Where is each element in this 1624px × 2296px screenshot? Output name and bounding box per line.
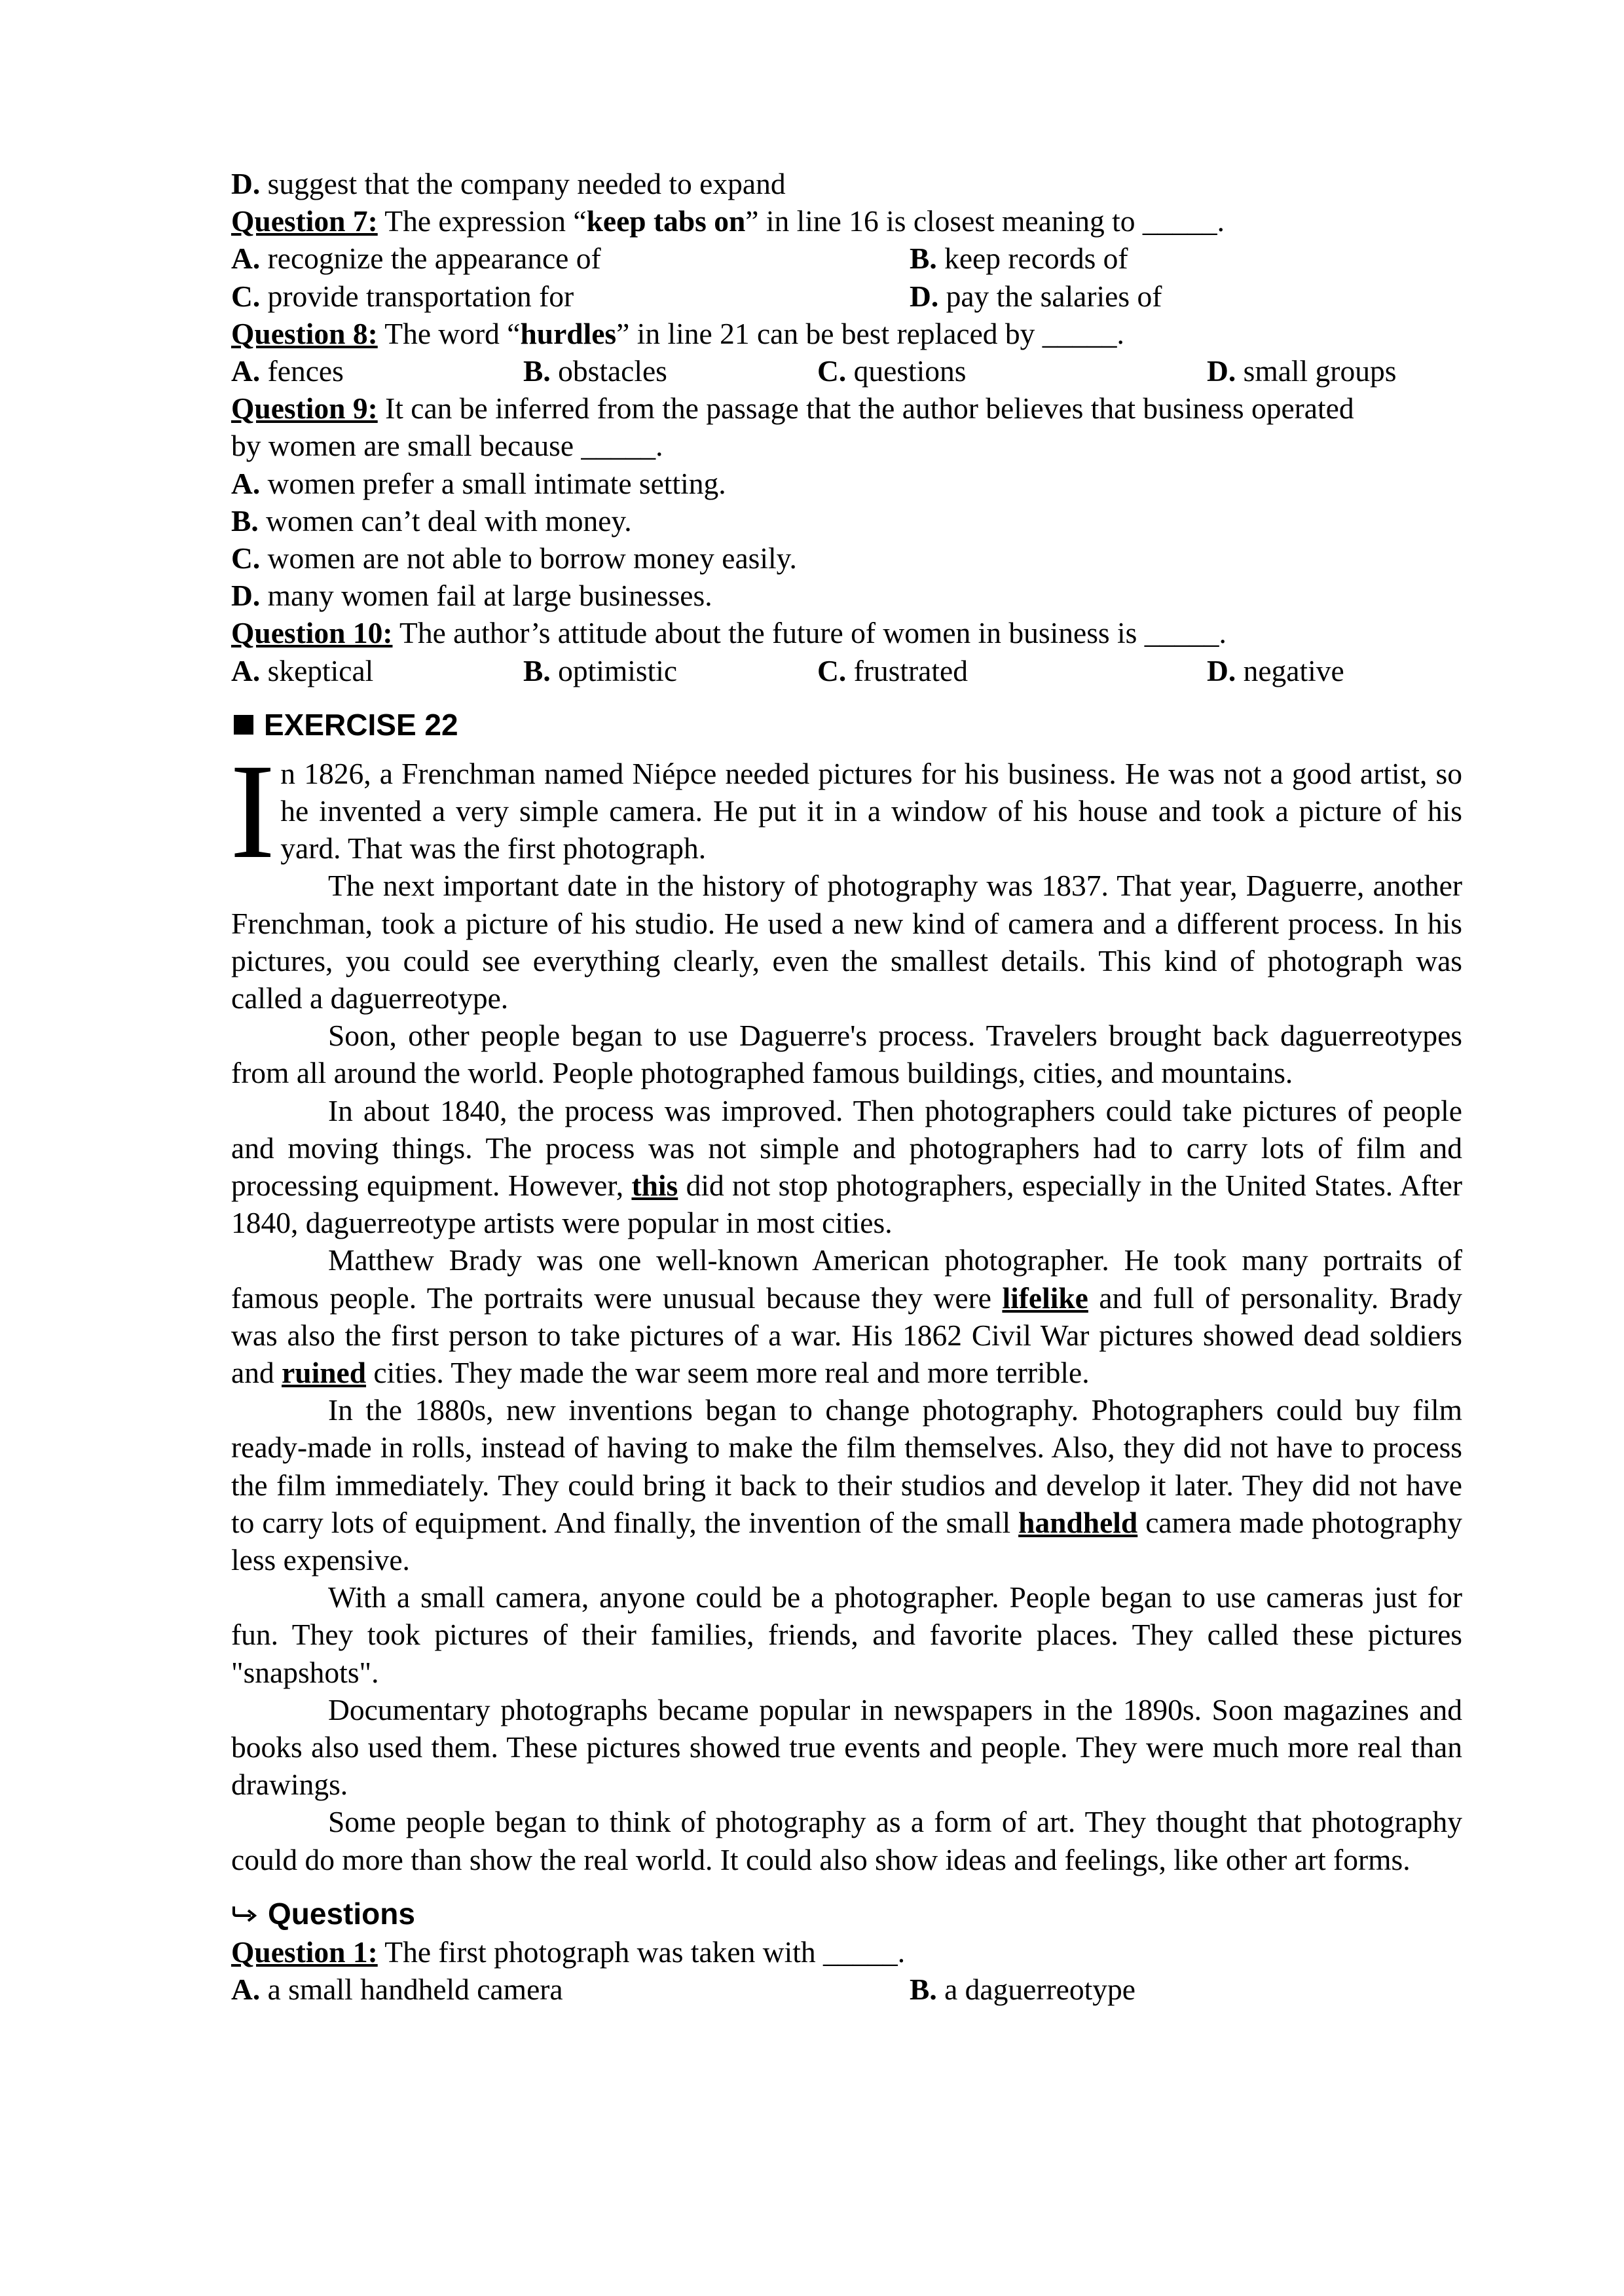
passage-paragraph-4: In about 1840, the process was improved. Then photographers could take pictures of people and moving things. The process was not simple and photographers had to carry lots of film and processing equipment. However, this did not stop photographers, especially in the United States. After 1840, daguerreotype artists were popular in most cities. bbox=[231, 1093, 1462, 1240]
q10-label: Question 10: bbox=[231, 616, 393, 650]
keyword-ruined: ruined bbox=[282, 1356, 367, 1390]
q7-options-row-2 bbox=[231, 278, 1462, 315]
q9-option-b: B. women can’t deal with money. bbox=[231, 503, 632, 538]
passage-paragraph-6: In the 1880s, new inventions began to change photography. Photographers could buy film ready-made in rolls, instead of having to make the film themselves. Also, they did not have to process the film immediately. They could bring it back to their studios and develop it later. They did not have to carry lots of equipment. And finally, the invention of the small handheld camera made photography less expensive. bbox=[231, 1393, 1463, 1577]
q7-stem: Question 7: The expression “keep tabs on” in line 16 is closest meaning to _____. bbox=[231, 204, 1225, 238]
drop-cap: I bbox=[230, 735, 276, 886]
q8-label: Question 8: bbox=[231, 316, 378, 350]
q9-option-a: A. women prefer a small intimate setting. bbox=[231, 466, 726, 500]
passage-paragraph-7: With a small camera, anyone could be a photographer. People began to use cameras just for fun. They took pictures of their families, friends, and favorite places. They called these pictures "snapshots". bbox=[231, 1580, 1462, 1689]
q1-options-row bbox=[231, 1971, 1462, 2008]
q8-keyword: hurdles bbox=[520, 316, 617, 350]
questions-heading bbox=[231, 1894, 1462, 1933]
q1-option-b: B. a daguerreotype bbox=[910, 1973, 1135, 2007]
q8-stem: Question 8: The word “hurdles” in line 21 can be best replaced by _____. bbox=[231, 316, 1124, 350]
q10-option-a: A. skeptical bbox=[231, 653, 374, 687]
q10-option-c: C. frustrated bbox=[817, 653, 968, 687]
passage-paragraph-5: Matthew Brady was one well-known American photographer. He took many portraits of famous people. The portraits were unusual because they were lifelike and full of personality. Brady was also the first person to take pictures of a war. His 1862 Civil War pictures showed dead soldiers and ruined cities. They made the war seem more real and more terrible. bbox=[231, 1243, 1462, 1390]
keyword-lifelike: lifelike bbox=[1002, 1281, 1088, 1315]
questions-title: Questions bbox=[268, 1896, 415, 1931]
q1-stem: Question 1: The first photograph was taken with _____. bbox=[231, 1935, 906, 1969]
q10-options-row bbox=[231, 652, 1462, 689]
q7-option-a: A. recognize the appearance of bbox=[231, 242, 601, 276]
q9-stem-continued: by women are small because _____. bbox=[231, 429, 663, 463]
q7-options-row-1 bbox=[231, 240, 1462, 277]
q1-label: Question 1: bbox=[231, 1935, 378, 1969]
passage-paragraph-2: The next important date in the history of photography was 1837. That year, Daguerre, another Frenchman, took a picture of his studio. He used a new kind of camera and a different process. In his pictures, you could see everything clearly, even the smallest details. This kind of photograph was called a daguerreotype. bbox=[231, 869, 1462, 1015]
q9-stem: Question 9: It can be inferred from the passage that the author believes that business operated bbox=[231, 392, 1354, 426]
passage-paragraph-3: Soon, other people began to use Daguerre's process. Travelers brought back daguerreotypes from all around the world. People photographed famous buildings, cities, and mountains. bbox=[231, 1019, 1462, 1090]
q8-option-a: A. fences bbox=[231, 354, 344, 388]
exercise-heading bbox=[231, 705, 1462, 744]
passage-paragraph-9: Some people began to think of photography as a form of art. They thought that photography could do more than show the real world. It could also show ideas and feelings, like other art forms. bbox=[231, 1805, 1462, 1876]
q10-option-d: D. negative bbox=[1207, 653, 1344, 687]
q8-option-b: B. obstacles bbox=[523, 354, 667, 388]
q9-option-c: C. women are not able to borrow money easily. bbox=[231, 541, 797, 575]
keyword-handheld: handheld bbox=[1018, 1505, 1138, 1539]
q10-option-b: B. optimistic bbox=[523, 653, 678, 687]
black-square-icon bbox=[234, 715, 253, 735]
q6-option-d: D. suggest that the company needed to expand bbox=[231, 167, 786, 200]
q7-option-b: B. keep records of bbox=[910, 242, 1128, 276]
document-page bbox=[231, 165, 1462, 2008]
passage-paragraph-8: Documentary photographs became popular in newspapers in the 1890s. Soon magazines and books also used them. These pictures showed true events and people. They were much more real than drawings. bbox=[231, 1692, 1462, 1802]
q9-option-d: D. many women fail at large businesses. bbox=[231, 579, 712, 613]
keyword-this: this bbox=[631, 1169, 678, 1203]
q7-label: Question 7: bbox=[231, 204, 378, 238]
q7-option-c: C. provide transportation for bbox=[231, 279, 574, 313]
hook-arrow-icon bbox=[231, 1894, 263, 1933]
exercise-title: EXERCISE 22 bbox=[264, 707, 458, 742]
q10-stem: Question 10: The author’s attitude about the future of women in business is _____. bbox=[231, 616, 1227, 650]
q9-label: Question 9: bbox=[231, 392, 378, 426]
passage-paragraph-1: In 1826, a Frenchman named Niépce needed pictures for his business. He was not a good artist, so he invented a very simple camera. He put it in a window of his house and took a picture of his yard. That was the first photograph. bbox=[230, 735, 1462, 886]
q7-option-d: D. pay the salaries of bbox=[910, 279, 1162, 313]
q7-keyword: keep tabs on bbox=[586, 204, 746, 238]
q8-options-row bbox=[231, 352, 1462, 390]
q1-option-a: A. a small handheld camera bbox=[231, 1973, 563, 2007]
q8-option-c: C. questions bbox=[817, 354, 967, 388]
q8-option-d: D. small groups bbox=[1207, 354, 1397, 388]
